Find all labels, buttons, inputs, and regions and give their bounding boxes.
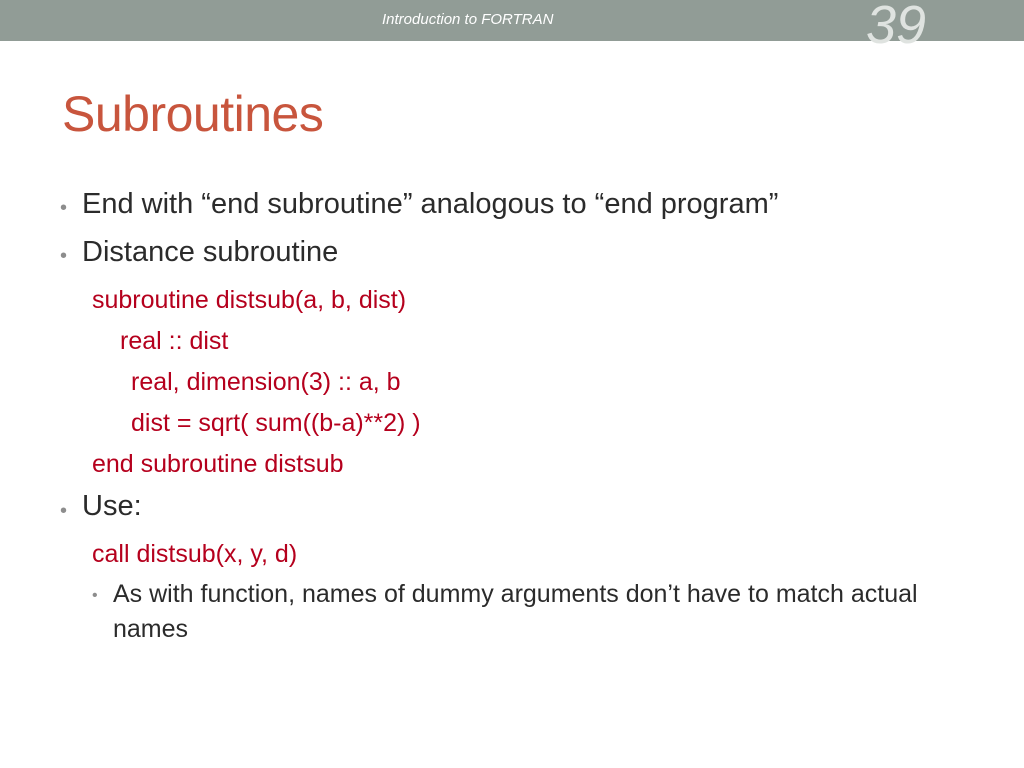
bullet-dot: • [60,197,68,219]
bullet-dot: • [60,245,68,267]
code-line: real :: dist [120,327,229,355]
code-line: call distsub(x, y, d) [92,540,298,568]
bullet-dot: • [60,500,68,522]
sub-bullet-text: As with function, names of dummy arguments don’t have to match actual names [113,580,918,643]
code-line: subroutine distsub(a, b, dist) [92,286,407,314]
bullet-text: Use: [82,490,142,522]
code-line: dist = sqrt( sum((b-a)**2) ) [131,409,421,437]
header-bar [0,0,1024,55]
bullet-text: End with “end subroutine” analogous to “end program” [82,188,779,220]
slide-title: Subroutines [62,86,324,142]
slide-number: 39 [866,0,927,55]
code-line: end subroutine distsub [92,450,344,478]
header-title: Introduction to FORTRAN [382,11,554,28]
sub-bullet-dot: • [92,587,98,604]
code-line: real, dimension(3) :: a, b [131,368,401,396]
bullet-text: Distance subroutine [82,236,339,268]
